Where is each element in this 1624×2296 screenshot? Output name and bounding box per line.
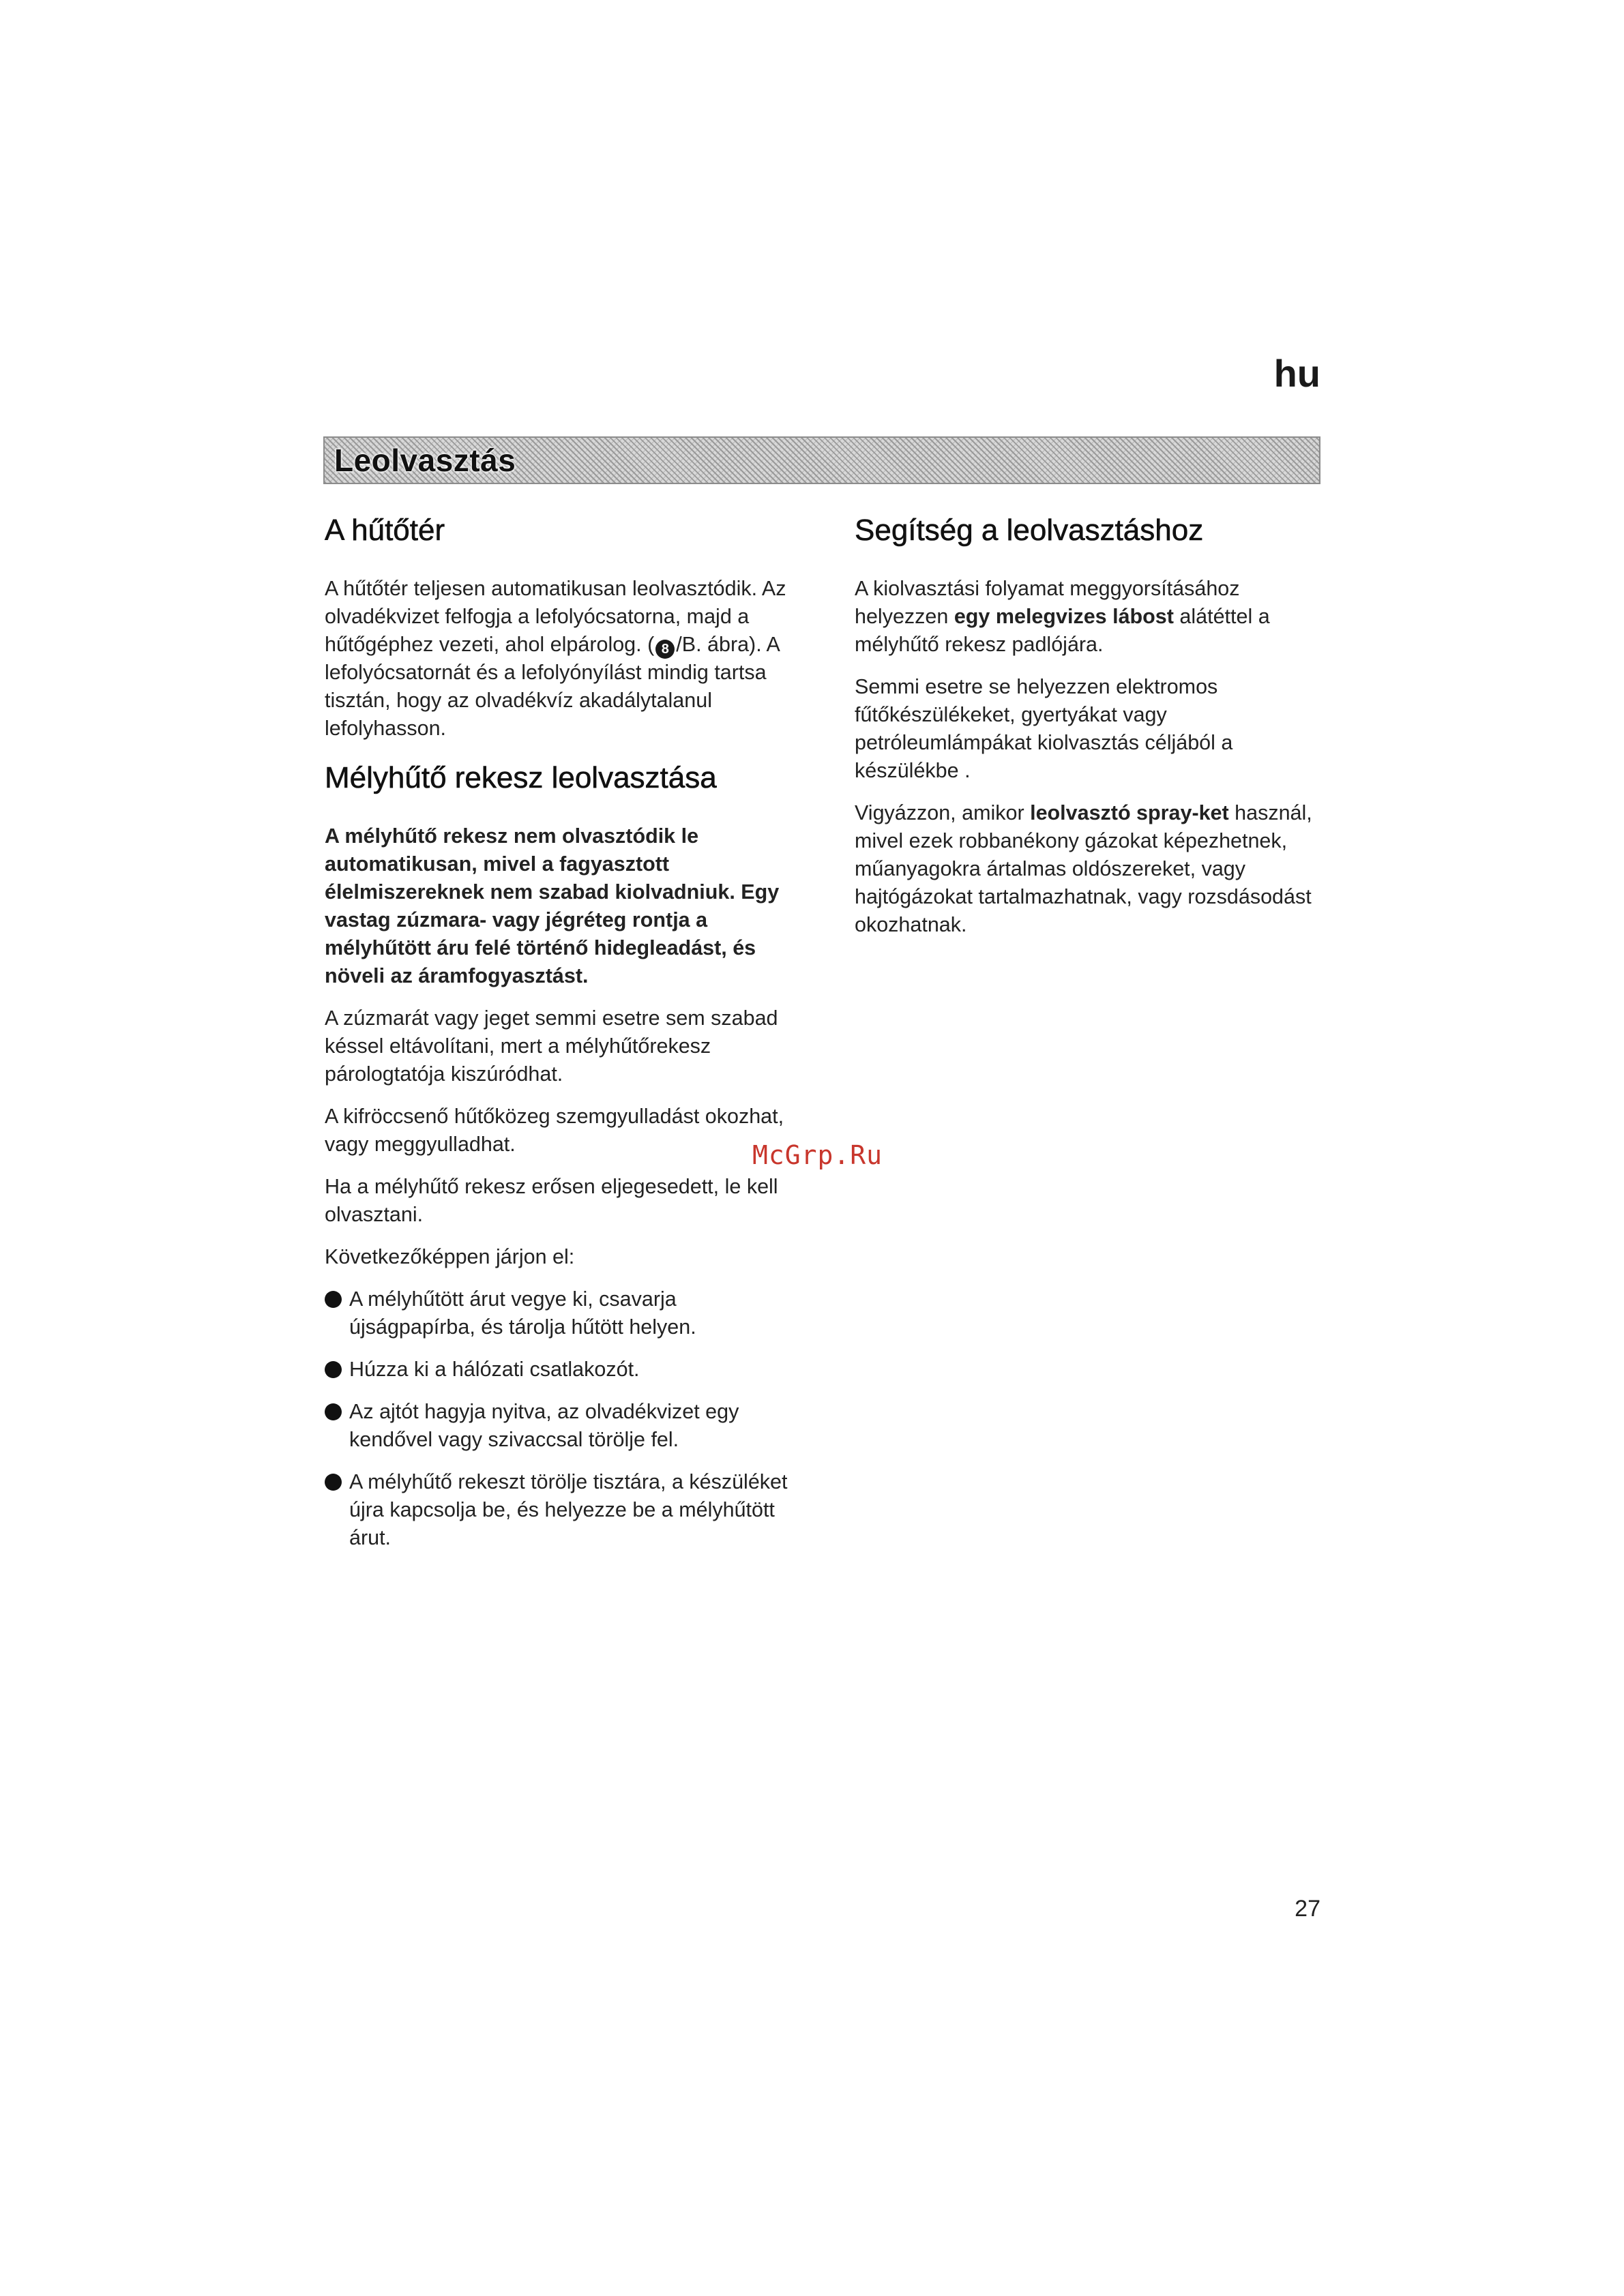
text-part: alátéttel a mélyhűtő rekesz padlójára. (855, 604, 1270, 656)
step-text: A mélyhűtött árut vegye ki, csavarja újságpapírba, és tárolja hűtött helyen. (349, 1287, 696, 1339)
text-part: használ, mivel ezek robbanékony gázokat képezhetnek, műanyagokra ártalmas oldószereket, vagy hajtógázokat tartalmazhatnak, vagy rozsdásodást okozhatnak. (855, 801, 1312, 936)
section-title: Leolvasztás (334, 443, 516, 478)
step-text: A mélyhűtő rekeszt törölje tisztára, a készüléket újra kapcsolja be, és helyezze be a mélyhűtött árut. (349, 1470, 788, 1549)
list-item (325, 1398, 802, 1454)
right-column (855, 513, 1325, 953)
steps-list (325, 1285, 802, 1552)
list-item (325, 1468, 802, 1552)
text-part: A hűtőtér teljesen automatikusan leolvasztódik. Az olvadékvizet felfogja a lefolyócsatorna, majd a hűtőgéphez vezeti, ahol elpárolog. ( (325, 576, 786, 656)
language-code: hu (1273, 352, 1320, 395)
text-part: Vigyázzon, amikor (855, 801, 1031, 824)
step-text: Az ajtót hagyja nyitva, az olvadékvizet egy kendővel vagy szivaccsal törölje fel. (349, 1399, 739, 1451)
step-text: Húzza ki a hálózati csatlakozót. (349, 1357, 640, 1381)
figure-number-icon: 8 (655, 640, 675, 659)
section-banner (323, 436, 1320, 484)
warning-paragraph: A mélyhűtő rekesz nem olvasztódik le automatikusan, mivel a fagyasztott élelmiszereknek nem szabad kiolvadniuk. Egy vastag zúzmara- vagy jégréteg rontja a mélyhűtött áru felé történő hidegleadást, és növeli az áramfogyasztást. (325, 824, 780, 987)
paragraph-must-defrost: Ha a mélyhűtő rekesz erősen eljegesedett, le kell olvasztani. (325, 1174, 778, 1226)
paragraph-no-heaters: Semmi esetre se helyezzen elektromos fűtőkészülékeket, gyertyákat vagy petróleumlámpákat kiolvasztás céljából a készülékbe . (855, 674, 1233, 782)
paragraph-procedure: Következőképpen járjon el: (325, 1244, 575, 1268)
page-number: 27 (1295, 1896, 1320, 1922)
list-item (325, 1356, 802, 1384)
paragraph-hot-water (855, 575, 1325, 659)
heading-defrost-help: Segítség a leolvasztáshoz (855, 513, 1204, 547)
heading-cooling-compartment: A hűtőtér (325, 513, 445, 547)
paragraph-refrigerant: A kifröccsenő hűtőközeg szemgyulladást okozhat, vagy meggyulladhat. (325, 1104, 784, 1156)
text-part: A kiolvasztási folyamat meggyorsításához helyezzen (855, 576, 1240, 628)
heading-freezer-defrost: Mélyhűtő rekesz leolvasztása (325, 760, 717, 794)
paragraph-spray-warning (855, 799, 1325, 939)
paragraph-no-knife: A zúzmarát vagy jeget semmi esetre sem szabad késsel eltávolítani, mert a mélyhűtőrekesz párologtatója kiszúródhat. (325, 1006, 778, 1086)
bold-text: leolvasztó spray-ket (1030, 801, 1229, 824)
bullet-icon (325, 1474, 342, 1491)
left-column (325, 513, 802, 1566)
text-part: /B. ábra). A lefolyócsatornát és a lefolyónyílást mindig tartsa tisztán, hogy az olvadékvíz akadálytalanul lefolyhasson. (325, 632, 780, 740)
bold-text: egy melegvizes lábost (954, 604, 1174, 628)
watermark: McGrp.Ru (752, 1140, 883, 1170)
bullet-icon (325, 1403, 342, 1420)
list-item (325, 1285, 802, 1341)
paragraph-cooling-defrost (325, 575, 802, 743)
bullet-icon (325, 1361, 342, 1378)
bullet-icon (325, 1291, 342, 1308)
